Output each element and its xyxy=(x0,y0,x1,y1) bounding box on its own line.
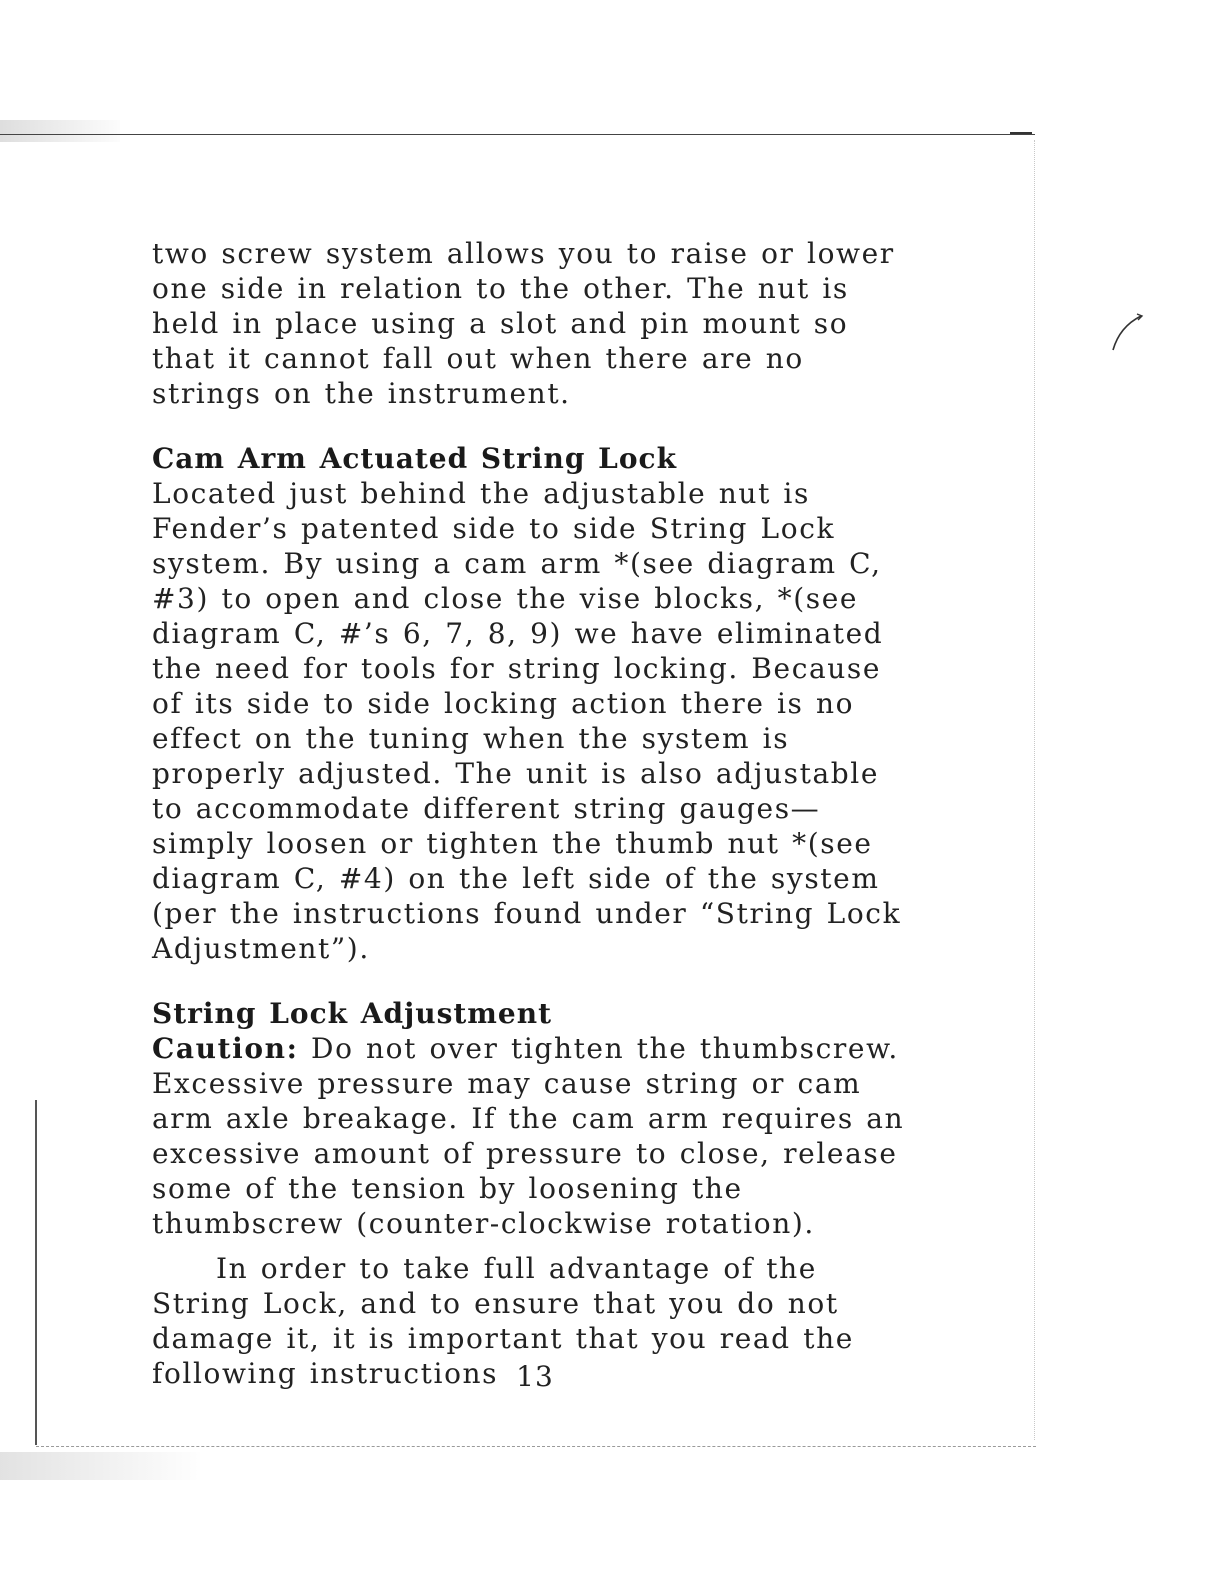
caution-label: Caution: xyxy=(152,1032,299,1065)
page-body xyxy=(152,236,912,1391)
page-edge-left xyxy=(35,1100,37,1445)
string-lock-adjustment-heading: String Lock Adjustment xyxy=(152,997,553,1030)
page-number: 13 xyxy=(516,1360,554,1393)
scan-shadow-top xyxy=(0,120,120,142)
page-edge-right xyxy=(1034,140,1035,1440)
intro-paragraph: two screw system allows you to raise or lower one side in relation to the other. The nut is held in place using a slot and pin mount so that it cannot fall out when there are no strings on the instrument. xyxy=(152,237,895,410)
cam-arm-heading: Cam Arm Actuated String Lock xyxy=(152,442,677,475)
scan-shadow-bottom xyxy=(0,1452,200,1480)
pen-mark-icon xyxy=(1105,312,1145,352)
page-edge-top xyxy=(0,134,1035,135)
page-edge-top-tick xyxy=(1010,132,1032,134)
closing-paragraph: In order to take full advantage of the String Lock, and to ensure that you do not damage it, it is important that you read the following instructions xyxy=(152,1252,854,1390)
caution-text: Do not over tighten the thumbscrew. Excessive pressure may cause string or cam arm axle breakage. If the cam arm requires an excessive amount of pressure to close, release some of the tension by loosening the thumbscrew (counter-clockwise rotation). xyxy=(152,1032,905,1240)
cam-arm-paragraph: Located just behind the adjustable nut is Fender’s patented side to side String Lock system. By using a cam arm *(see diagram C, #3) to open and close the vise blocks, *(see diagram C, #’s 6, 7, 8, 9) we have eliminated the need for tools for string locking. Because of its side to side locking action there is no effect on the tuning when the system is properly adjusted. The unit is also adjustable to accommodate different string gauges—simply loosen or tighten the thumb nut *(see diagram C, #4) on the left side of the system (per the instructions found under “String Lock Adjustment”). xyxy=(152,477,902,965)
caution-paragraph xyxy=(152,1031,912,1241)
page-edge-bottom xyxy=(36,1446,1036,1447)
